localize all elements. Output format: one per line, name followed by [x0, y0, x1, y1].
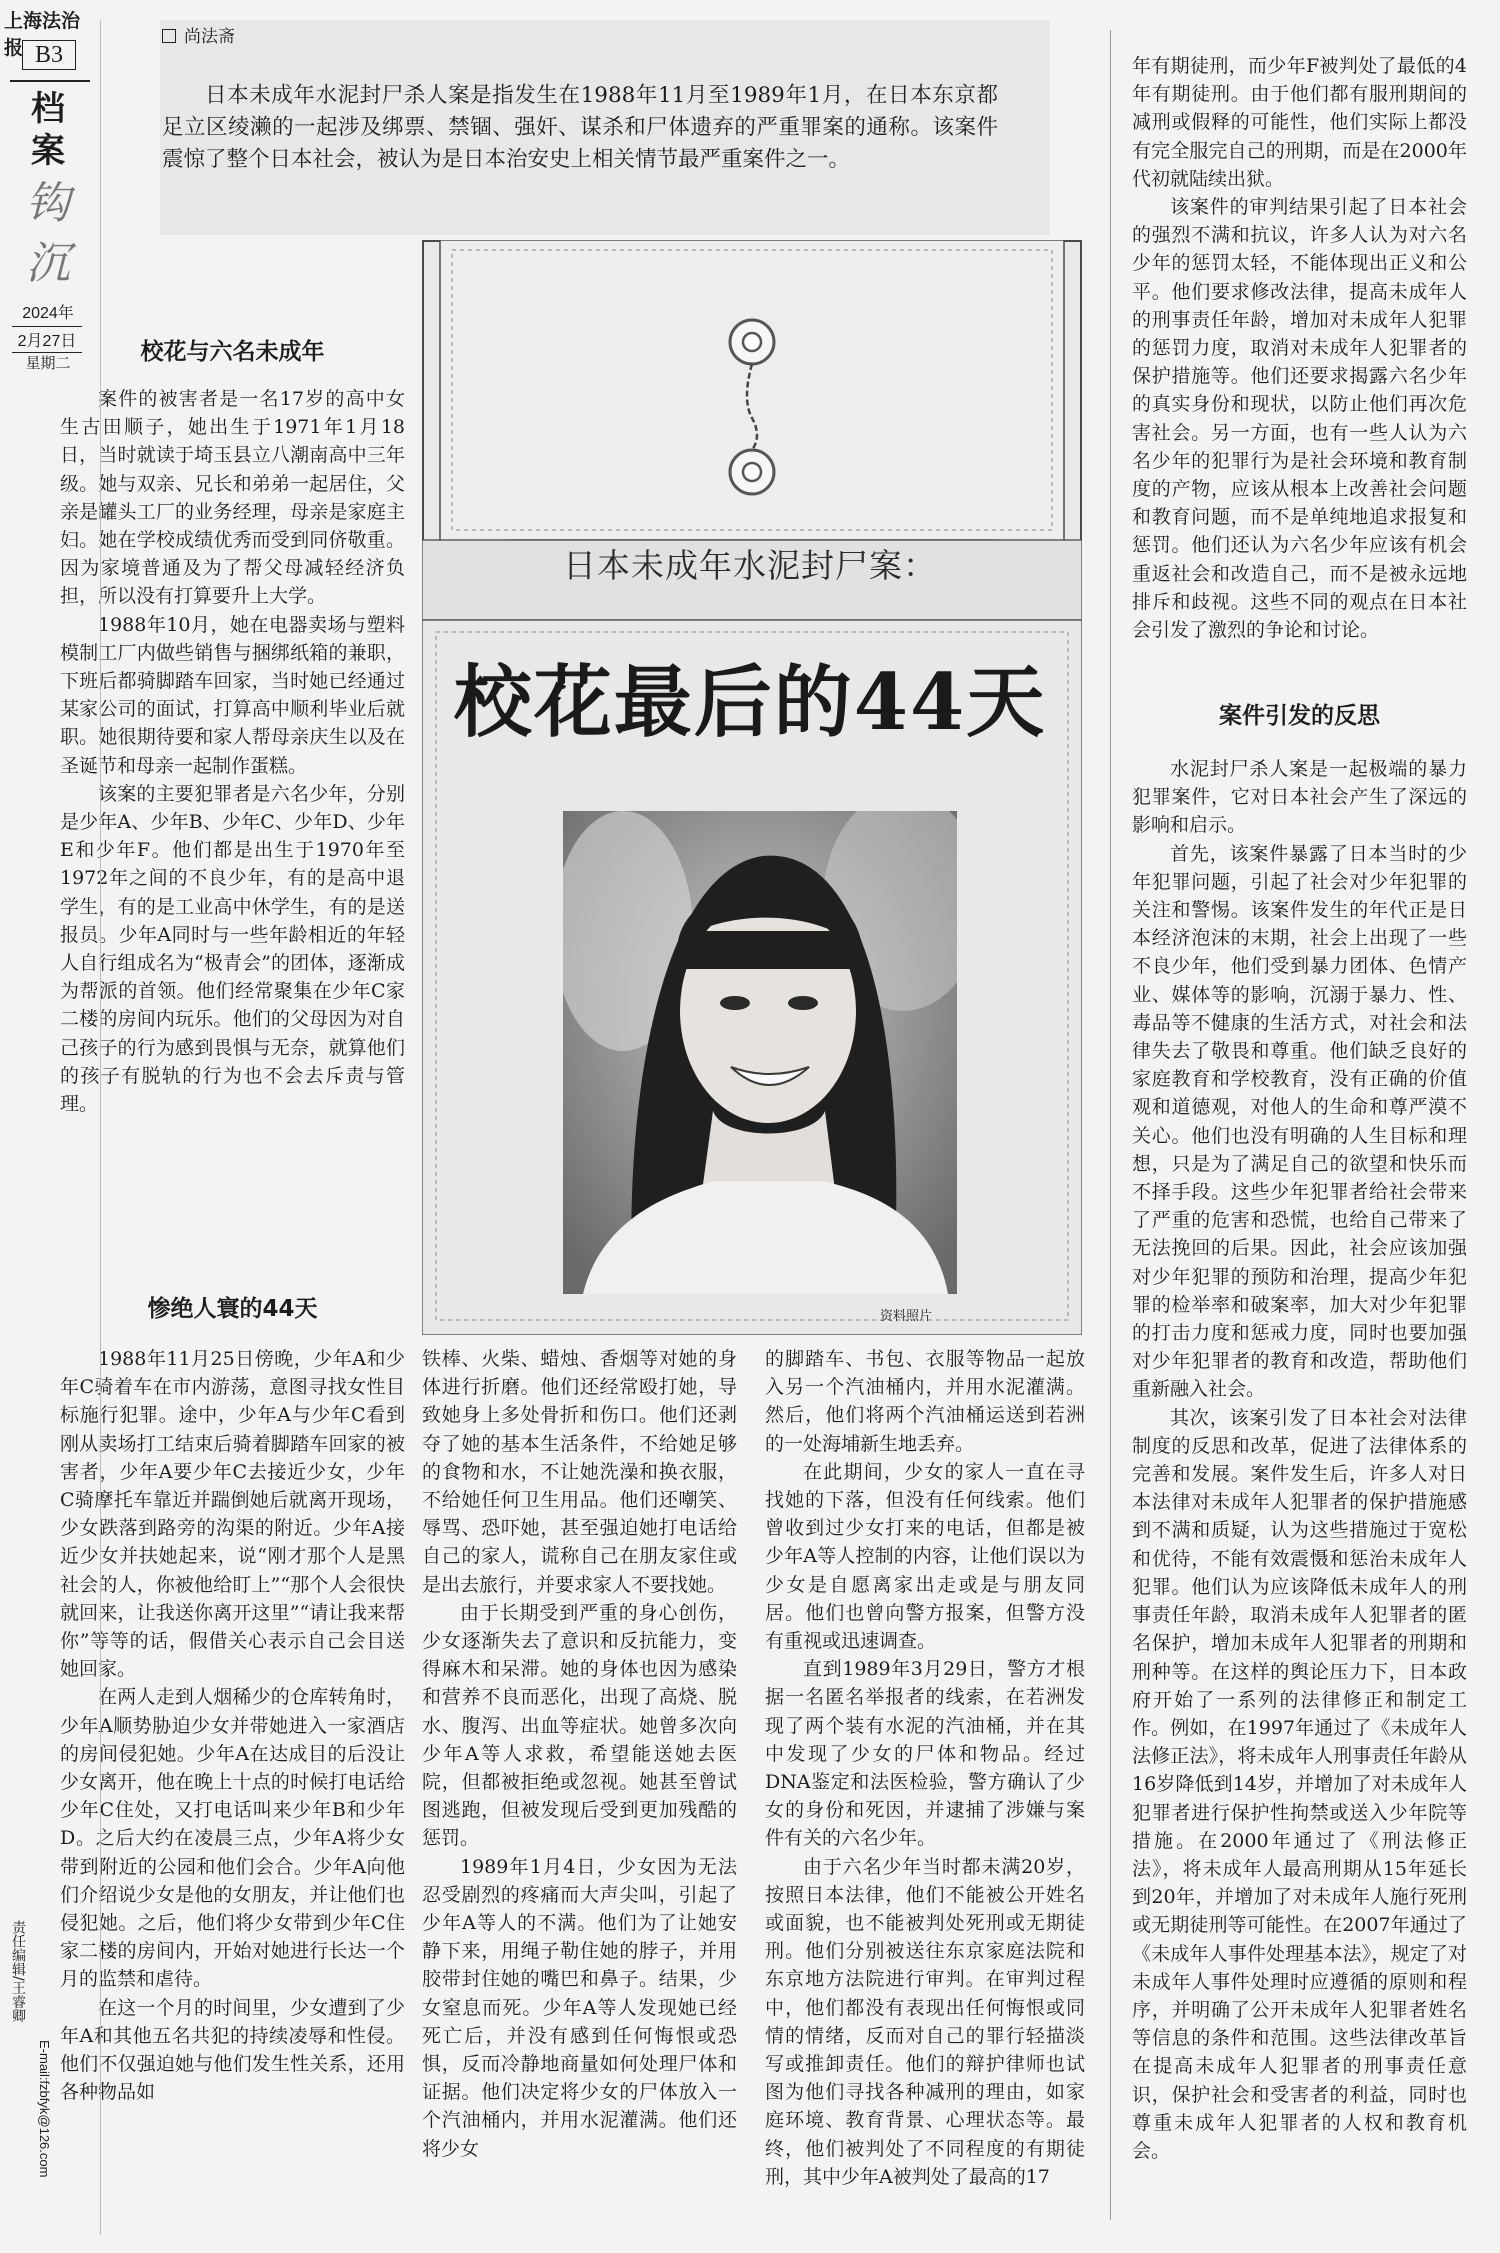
- paragraph: 1988年11月25日傍晚，少年A和少年C骑着车在市内游荡，意图寻找女性目标施行犯罪。途中，少年A与少年C看到刚从卖场打工结束后骑着脚踏车回家的被害者，少年A要少年C去接近少女，少年C骑摩托车靠近并踹倒她后就离开现场，少女跌落到路旁的沟渠的附近。少年A接近少女并扶她起来，说“刚才那个人是黑社会的人，你被他给盯上”“那个人会很快就回来，让我送你离开这里”“请让我来帮你”等等的话，假借关心表示自己会目送她回家。: [60, 1348, 405, 1681]
- editor-email: E-mail:fzbfyk@126.com: [37, 2040, 52, 2178]
- section-title: 档案: [31, 89, 65, 171]
- envelope-flap: [440, 240, 1064, 545]
- paragraph: 1988年10月，她在电器卖场与塑料模制工厂内做些销售与捆绑纸箱的兼职，下班后都骑脚踏车回家，当时她已经通过某家公司的面试，打算高中顺利毕业后就职。她很期待要和家人帮母亲庆生以及在圣诞节和母亲一起制作蛋糕。: [60, 613, 405, 777]
- rail-divider: [10, 80, 90, 82]
- paragraph: 该案件的审判结果引起了日本社会的强烈不满和抗议，许多人认为对六名少年的惩罚太轻，不能体现出正义和公平。他们要求修改法律，提高未成年人的刑事责任年龄，增加对未成年人犯罪的惩罚力度，取消对未成年人犯罪者的保护措施等。他们还要求揭露六名少年的真实身份和现状，以防止他们再次危害社会。另一方面，也有一些人认为六名少年的犯罪行为是社会环境和教育制度的产物，应该从根本上改善社会问题和教育问题，而不是单纯地追求报复和惩罚。他们还认为六名少年应该有机会重返社会和改造自己，而不是被永远地排斥和歧视。这些不同的观点在日本社会引发了激烈的争论和讨论。: [1132, 196, 1467, 642]
- headline-title: 校花最后的44天: [453, 657, 1047, 748]
- paragraph: 由于六名少年当时都未满20岁，按照日本法律，他们不能被公开姓名或面貌，也不能被判处死刑或无期徒刑。他们分别被送往东京家庭法院和东京地方法院进行审判。在审判过程中，他们都没有表现出任何悔恨或同情的情绪，反而对自己的罪行轻描淡写或推卸责任。他们的辩护律师也试图为他们寻找各种减刑的理由，如家庭环境、教育背景、心理状态等。最终，他们被判处了不同程度的有期徒刑，其中少年A被判处了最高的17: [765, 1855, 1085, 2188]
- paragraph: 该案的主要犯罪者是六名少年，分别是少年A、少年B、少年C、少年D、少年E和少年F。他们都是出生于1970年至1972年之间的不良少年，有的是高中退学生，有的是工业高中休学生，有的是送报员。少年A同时与一些年龄相近的年轻人自行组成名为“极青会”的团体，逐渐成为帮派的首领。他们经常聚集在少年C家二楼的房间内玩乐。他们的父母因为对自己孩子的行为感到畏惧与无奈，就算他们的孩子有脱轨的行为也不会去斥责与管理。: [60, 782, 405, 1116]
- paragraph: 在两人走到人烟稀少的仓库转角时，少年A顺势胁迫少女并带她进入一家酒店的房间侵犯她。少年A在达成目的后没让少女离开，他在晚上十点的时候打电话给少年C住处，又打电话叫来少年B和少年D。之后大约在凌晨三点，少年A将少女带到附近的公园和他们会合。少年A向他们介绍说少女是他的女朋友，并让他们也侵犯她。之后，他们将少女带到少年C住家二楼的房间内，开始对她进行长达一个月的监禁和虐待。: [60, 1686, 405, 1991]
- paragraph: 案件的被害者是一名17岁的高中女生古田顺子，她出生于1971年1月18日，当时就读于埼玉县立八潮南高中三年级。她与双亲、兄长和弟弟一起居住，父亲是罐头工厂的业务经理，母亲是家庭主妇。她在学校成绩优秀而受到同侪敬重。因为家境普通及为了帮父母减轻经济负担，所以没有打算要升上大学。: [60, 388, 405, 608]
- column-1-lower: [60, 1345, 405, 2106]
- intro-text: 日本未成年水泥封尸杀人案是指发生在1988年11月至1989年1月，在日本东京都足立区绫濑的一起涉及绑票、禁锢、强奸、谋杀和尸体遗弃的严重罪案的通称。该案件震惊了整个日本社会，被认为是日本治安史上相关情节最严重案件之一。: [162, 83, 998, 172]
- column-1-upper: [60, 385, 405, 1118]
- paragraph: 直到1989年3月29日，警方才根据一名匿名举报者的线索，在若洲发现了两个装有水泥的汽油桶，并在其中发现了少女的尸体和物品。经过DNA鉴定和法医检验，警方确认了少女的身份和死因，并逮捕了涉嫌与案件有关的六名少年。: [765, 1658, 1085, 1850]
- newspaper-name: 上海法治报: [4, 10, 81, 59]
- column-4-upper: [1132, 52, 1467, 644]
- issue-weekday: 星期二: [25, 355, 71, 372]
- paragraph: 铁棒、火柴、蜡烛、香烟等对她的身体进行折磨。他们还经常殴打她，导致她身上多处骨折和伤口。他们还剥夺了她的基本生活条件，不给她足够的食物和水，不让她洗澡和换衣服，不给她任何卫生用品。他们还嘲笑、辱骂、恐吓她，甚至强迫她打电话给自己的家人，谎称自己在朋友家住或是出去旅行，并要求家人不要找她。: [422, 1348, 737, 1596]
- column-label: [162, 22, 235, 47]
- section-subtitle: 钩沉: [26, 178, 70, 289]
- victim-photo: [563, 811, 957, 1294]
- issue-year: 2024年: [22, 305, 74, 322]
- portrait-image: [563, 811, 957, 1294]
- rail-rule: [100, 20, 101, 2235]
- photo-credit: 资料照片: [880, 1309, 933, 1324]
- issue-date: 2月27日: [12, 326, 82, 353]
- headline-kicker: 日本未成年水泥封尸案：: [563, 546, 937, 585]
- square-icon: [162, 29, 176, 43]
- page-number: B3: [22, 40, 76, 70]
- subhead-2: 惨绝人寰的44天: [147, 1296, 318, 1322]
- column-2: [422, 1345, 737, 2163]
- paragraph: 在此期间，少女的家人一直在寻找她的下落，但没有任何线索。他们曾收到过少女打来的电话，但都是被少年A等人控制的内容，让他们误以为少女是自愿离家出走或是与朋友同居。他们也曾向警方报案，但警方没有重视或迅速调查。: [765, 1460, 1085, 1653]
- column-name: 尚法斋: [184, 27, 235, 47]
- paragraph: 年有期徒刑，而少年F被判处了最低的4年有期徒刑。由于他们都有服刑期间的减刑或假释的可能性，他们实际上都没有完全服完自己的刑期，而是在2000年代初就陆续出狱。: [1132, 55, 1467, 190]
- subhead-3: 案件引发的反思: [1219, 703, 1380, 729]
- paragraph: 其次，该案引发了日本社会对法律制度的反思和改革，促进了法律体系的完善和发展。案件发生后，许多人对日本法律对未成年人犯罪者的保护措施感到不满和质疑，认为这些措施过于宽松和优待，不能有效震慑和惩治未成年人犯罪。他们认为应该降低未成年人的刑事责任年龄，取消未成年人犯罪者的匿名保护，增加未成年人犯罪者的刑期和刑种等。在这样的舆论压力下，日本政府开始了一系列的法律修正和制定工作。例如，在1997年通过了《未成年人法修正法》，将未成年人刑事责任年龄从16岁降低到14岁，并增加了对未成年人犯罪者进行保护性拘禁或送入少年院等措施。在2000年通过了《刑法修正法》，将未成年人最高刑期从15年延长到20年，并增加了对未成年人施行死刑或无期徒刑等可能性。在2007年通过了《未成年人事件处理基本法》，规定了对未成年人事件处理时应遵循的原则和程序，并明确了公开未成年人犯罪者姓名等信息的条件和范围。这些法律改革旨在提高未成年人犯罪者的刑事责任意识，保护社会和受害者的利益，同时也尊重未成年人犯罪者的人权和教育机会。: [1132, 1406, 1467, 2162]
- subhead-1: 校花与六名未成年: [140, 339, 325, 365]
- responsible-editor: 责任编辑/王睿卿: [10, 1920, 26, 2023]
- paragraph: 首先，该案件暴露了日本当时的少年犯罪问题，引起了社会对少年犯罪的关注和警惕。该案件发生的年代正是日本经济泡沫的末期，社会上出现了一些不良少年，他们受到暴力团体、色情产业、媒体等的影响，沉溺于暴力、性、毒品等不健康的生活方式，对社会和法律失去了敬畏和尊重。他们缺乏良好的家庭教育和学校教育，没有正确的价值观和道德观，对他人的生命和尊严漠不关心。他们也没有明确的人生目标和理想，只是为了满足自己的欲望和快乐而不择手段。这些少年犯罪者给社会带来了严重的危害和恐慌，也给自己带来了无法挽回的后果。因此，社会应该加强对少年犯罪的预防和治理，提高少年犯罪的检举率和破案率，加大对少年犯罪的打击力度和惩戒力度，同时也要加强对少年犯罪者的教育和改造，帮助他们重新融入社会。: [1132, 842, 1467, 1401]
- column-rule: [1110, 30, 1111, 2220]
- paragraph: 的脚踏车、书包、衣服等物品一起放入另一个汽油桶内，并用水泥灌满。然后，他们将两个汽油桶运送到若洲的一处海埔新生地丢弃。: [765, 1348, 1085, 1455]
- paragraph: 1989年1月4日，少女因为无法忍受剧烈的疼痛而大声尖叫，引起了少年A等人的不满。他们为了让她安静下来，用绳子勒住她的脖子，并用胶带封住她的嘴巴和鼻子。结果，少女窒息而死。少年A等人发现她已经死亡后，并没有感到任何悔恨或恐惧，反而冷静地商量如何处理尸体和证据。他们决定将少女的尸体放入一个汽油桶内，并用水泥灌满。他们还将少女: [422, 1855, 737, 2160]
- column-4-lower: [1132, 755, 1467, 2165]
- column-3: [765, 1345, 1085, 2191]
- paragraph: 在这一个月的时间里，少女遭到了少年A和其他五名共犯的持续凌辱和性侵。他们不仅强迫她与他们发生性关系，还用各种物品如: [60, 1996, 405, 2104]
- paragraph: 由于长期受到严重的身心创伤，少女逐渐失去了意识和反抗能力，变得麻木和呆滞。她的身体也因为感染和营养不良而恶化，出现了高烧、脱水、腹泻、出血等症状。她曾多次向少年A等人求救，希望能送她去医院，但都被拒绝或忽视。她甚至曾试图逃跑，但被发现后受到更加残酷的惩罚。: [422, 1601, 737, 1850]
- paragraph: 水泥封尸杀人案是一起极端的暴力犯罪案件，它对日本社会产生了深远的影响和启示。: [1132, 758, 1467, 837]
